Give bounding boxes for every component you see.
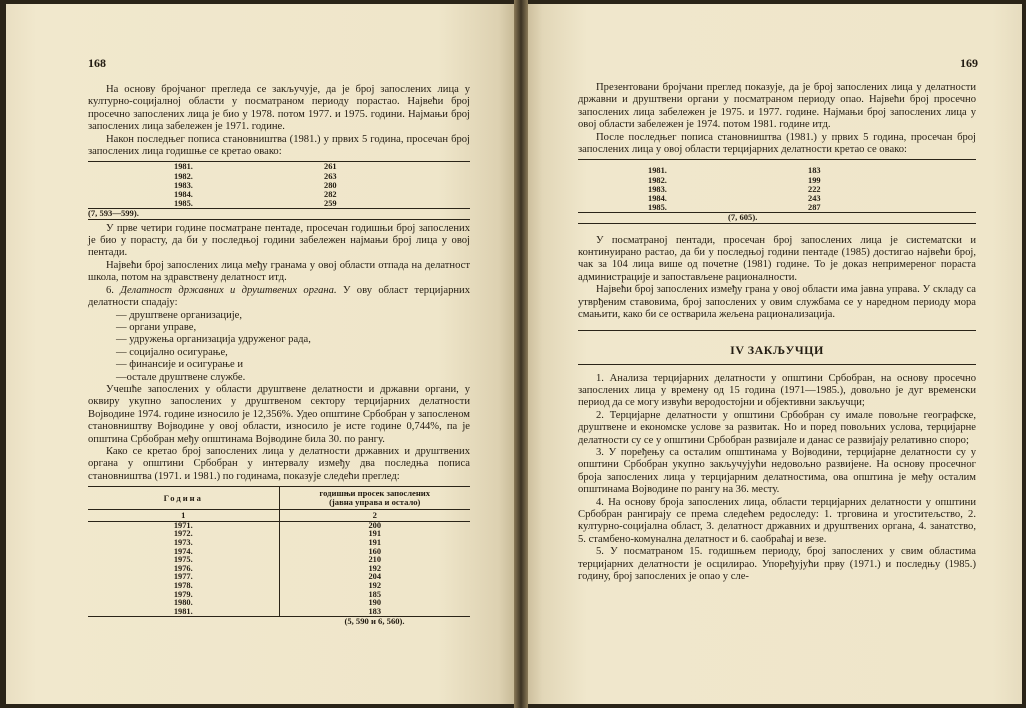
right-paragraph-3: У посматраној пентади, просечан број запослених лица је систематски и континуирано растао, да би у последњој години пентаде (1985) достигао највећи број, чак за 104 лица више од почетне (1981) године. То је доказ непримереног пораста администрације и запостављене рационалности. — [578, 234, 976, 283]
heading-rule-top — [578, 330, 976, 331]
table-source-note: (7, 605). — [728, 212, 758, 223]
right-page — [528, 4, 1022, 704]
table-cultural-employment — [88, 161, 470, 219]
left-paragraph-3: У прве четири године посматране пентаде, просечан годишњи број запослених је био у порасту, да би у последњој години забележен најмањи број лица у овој пентади. — [88, 222, 470, 259]
list-item: — друштвене организације, — [116, 309, 243, 321]
table-row: 1983. 222 — [648, 184, 821, 194]
table-row: 1984. 243 — [648, 194, 821, 204]
table-row: 1973. 191 — [88, 539, 470, 548]
conclusion-3: 3. У поређењу са осталим општинама у Војводини, терцијарне делатности су у општини Србобран укупно закључујући недовољно развијене. На основу просечног броја запослених лица у терцијарним делатностима, ова општина је међу осталим општинама Војводине по рангу на 36. месту. — [578, 446, 976, 496]
list-item: — удружења организација удруженог рада, — [116, 334, 311, 346]
table-row: 1982. 263 — [174, 171, 337, 181]
table-row: 1985. 259 — [174, 199, 337, 209]
left-page — [6, 4, 514, 704]
left-paragraph-1: На основу бројчаног прегледа се закључује, да је број запослених лица у културно-социјалној области у посматраном периоду порастао. Највећи број просечно запослених лица је био у 1978. потом 1977. и 1975. години. Најмањи број запослених лица забележен је 1971. године. — [88, 84, 470, 133]
conclusion-5: 5. У посматраном 15. годишњем периоду, број запослених у свим областима терцијарних делатности је осцилирао. Упоређујући прву (1971.) и последњу (1985.) годину, број запослених је опао у сле- — [578, 546, 976, 582]
book-gutter — [514, 0, 528, 708]
table-header-average: годишњи просек запослених (јавна управа и остало) — [279, 487, 470, 510]
conclusion-1: 1. Анализа терцијарних делатности у општини Србобран, на основу просечно запослених лица у времену од 15 година (1971—1985.), довољно је дуг временски период да се могу извући веродостојни и објективни закључци; — [578, 372, 976, 409]
table-source-note: (5, 590 и 6, 560). — [344, 616, 405, 627]
table-state-organs-1981-1985 — [578, 159, 976, 223]
table-header-year: Година — [88, 487, 279, 510]
table-row: 1981. 183 — [648, 166, 821, 176]
right-paragraph-2: После последњег пописа становништва (1981.) у првих 5 година, просечан број запослених лица у овој области терцијарних делатности кретао се овако: — [578, 131, 976, 156]
table-row: 1971. 200 — [88, 521, 470, 530]
section-heading-conclusions: IV ЗАКЉУЧЦИ — [730, 342, 824, 357]
table-row: 1978. 192 — [88, 582, 470, 591]
right-paragraph-4: Највећи број запослених између грана у овој области има јавна управа. У складу са утврђеним ставовима, број запослених у овим службама се у наредном периоду мора смањити, како би се остварила жељена рационализација. — [578, 284, 976, 321]
table-row: 1976. 192 — [88, 565, 470, 574]
section-title-italic: Делатност државних и друштвених органа. — [120, 284, 337, 296]
table-source-note: (7, 593—599). — [88, 208, 139, 219]
table-row: 1984. 282 — [174, 190, 337, 200]
left-paragraph-5: 6. Делатност државних и друштвених органа. У ову област терцијарних делатности спадају: — [88, 284, 470, 309]
left-text-column — [88, 84, 470, 626]
right-text-column — [578, 82, 976, 583]
table-row: 1981. 261 — [174, 162, 337, 172]
list-item: — финансије и осигурање и — [116, 359, 244, 371]
list-item: —остале друштвене службе. — [116, 371, 246, 383]
page-number-right: 169 — [960, 56, 978, 70]
list-item: — органи управе, — [116, 321, 197, 333]
left-paragraph-4: Највећи број запослених лица међу гранама у овој области отпада на делатност школа, потом на здравствену делатност итд. — [88, 259, 470, 284]
table-row: 1979. 185 — [88, 591, 470, 600]
left-paragraph-2: Након последњег пописа становништва (1981.) у првих 5 година, просечан број запослених лица годишње се кретао овако: — [88, 133, 470, 158]
table-row: 1975. 210 — [88, 556, 470, 565]
table-row: 1977. 204 — [88, 573, 470, 582]
table-row: 1985. 287 — [648, 203, 821, 213]
left-paragraph-7: Како се кретао број запослених лица у делатности државних и друштвених органа у општини Србобран у интервалу између два последња пописа становништва (1971. и 1981.) по годинама, показује следећи преглед: — [88, 445, 470, 482]
conclusion-2: 2. Терцијарне делатности у општини Србобран су имале повољне географске, друштвене и економске услове за развитак. Но и поред повољних услова, терцијарне делатности су се у општини Србобран развијале и данас се развијају релативно споро; — [578, 409, 976, 446]
table-row: 1972. 191 — [88, 530, 470, 539]
heading-rule-bottom — [578, 364, 976, 365]
table-row: 1981. 183 — [88, 608, 470, 617]
table-row: 1980. 190 — [88, 599, 470, 608]
left-paragraph-6: Учешће запослених у области друштвене делатности и државни органи, у оквиру укупно запослених у друштвеном сектору терцијарних делатности Војводине 1974. године износило је 12,356%. Удео општине Србобран у запосленом становништву Војводине у овој области, износило је исте године 0,744%, па је општина Србобран међу општинама Војводине била 30. по рангу. — [88, 383, 470, 445]
table-row: 1982. 199 — [648, 175, 821, 185]
conclusion-4: 4. На основу броја запослених лица, области терцијарних делатности у општини Србобран рангирају се према следећем редоследу: 1. трговина и угоститељство, 2. културно-социјална област, 3. делатност државних и друштвених органа, 4. занатство, 5. стамбено-комунална делатност и 6. саобраћај и везе. — [578, 496, 976, 545]
page-number-left: 168 — [88, 56, 106, 70]
table-state-organs-employment: Година годишњи просек запослених (јавна управа и остало) 1 2 1971. 200 1972. 191 1973. 191 1974. 160 1975. 210 1976. 192 1977. 204 1978. 192 1979. 185 1980. 190 1981. 183 (5, 590 и 6, 560). — [88, 486, 470, 626]
table-row: 1974. 160 — [88, 548, 470, 557]
list-item: — социјално осигурање, — [116, 346, 228, 358]
table-row: 1983. 280 — [174, 180, 337, 190]
organ-list — [116, 310, 470, 384]
right-paragraph-1: Презентовани бројчани преглед показује, да је број запослених лица у делатности државни и друштвени органи у посматраном периоду опао. Највећи број просечно запослених лица забележен је 1975. и 1977. године. Најмањи број запослених лица у овој области забележен је 1974. потом 1981. године итд. — [578, 82, 976, 131]
